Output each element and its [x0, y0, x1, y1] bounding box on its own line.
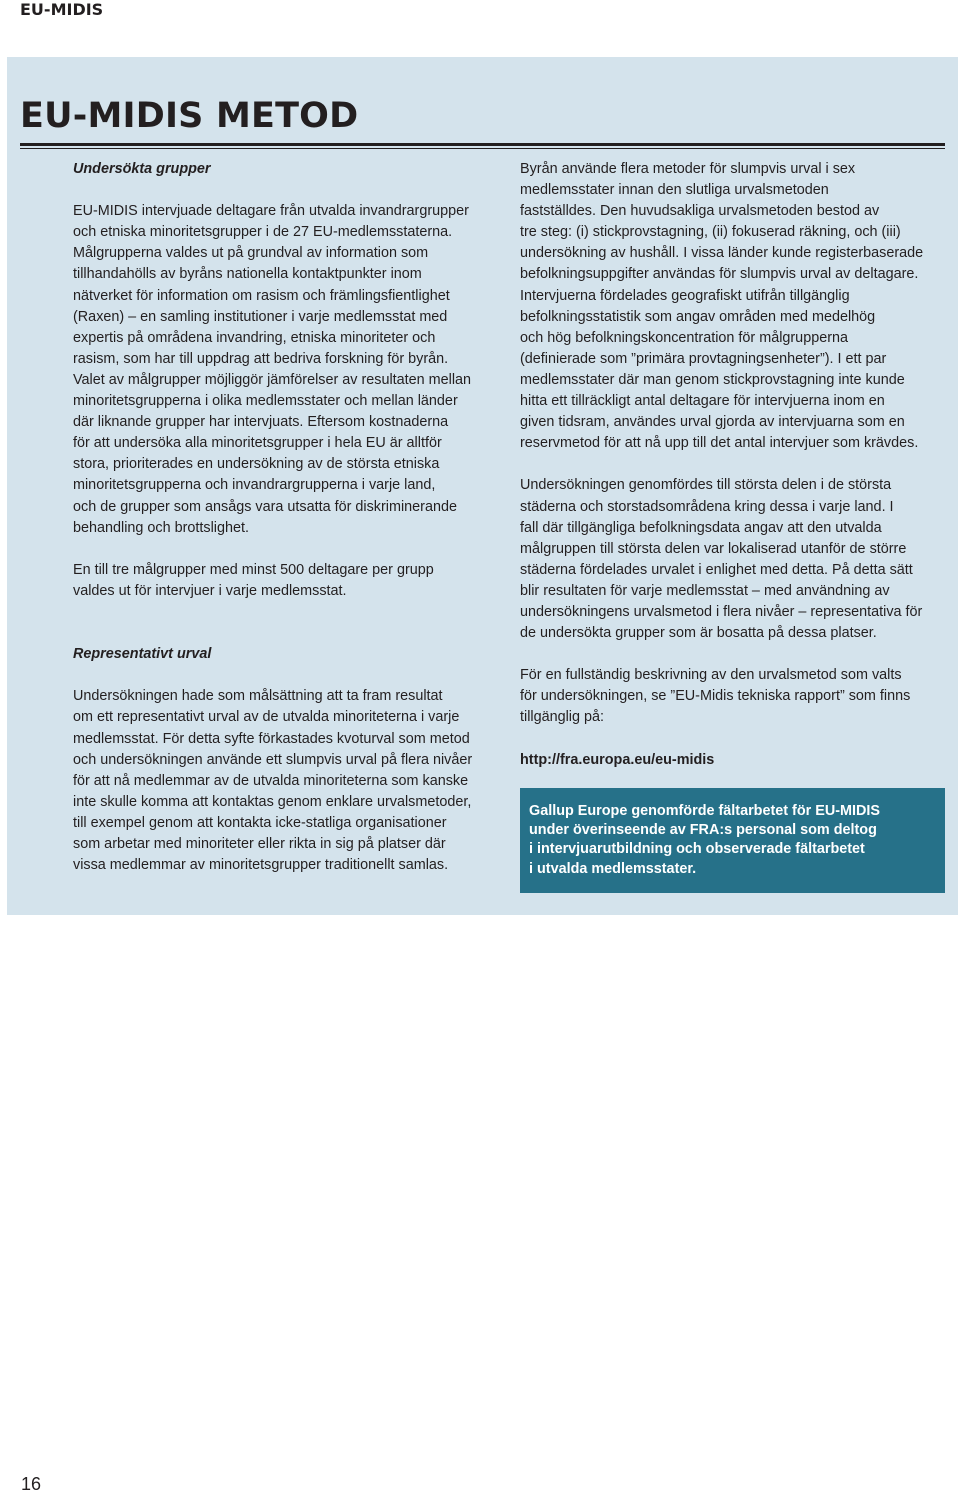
text-line: städerna fördelades urvalet i enlighet med detta. På detta sätt: [520, 561, 913, 578]
text-line: behandling och brottslighet.: [73, 519, 250, 536]
text-line: rasism, som har till uppdrag att bedriva forskning för byrån.: [73, 350, 449, 367]
text-line: undersökningens urvalsmetod i flera nivåer – representativa för: [520, 603, 923, 620]
text-line: och hög befolkningskoncentration för målgrupperna: [520, 329, 848, 346]
text-line: given tidsram, användes urval gjorda av intervjuarna som en: [520, 414, 905, 431]
text-line: undersökning av hushåll. I vissa länder kunde registerbaserade: [520, 245, 924, 262]
text-line: som arbetar med minoriteter eller rikta in sig på platser där: [73, 836, 446, 852]
text-line: Undersökningen genomfördes till största delen i de största: [520, 477, 892, 494]
page-title: EU-MIDIS METOD: [20, 96, 359, 136]
text-line: för att nå medlemmar av de utvalda minoriteterna som kanske: [73, 772, 469, 789]
left-column: [73, 159, 503, 876]
text-line: fastställdes. Den huvudsakliga urvalsmetoden bestod av: [520, 203, 880, 220]
text-line: medlemsstater innan den slutliga urvalsmetoden: [520, 182, 829, 199]
text-line: expertis på områdena invandring, etniska minoriteter och: [73, 329, 436, 346]
page-number: 16: [21, 1474, 42, 1494]
text-line: Målgrupperna valdes ut på grundval av information som: [73, 245, 429, 262]
callout-line: Gallup Europe genomförde fältarbetet för EU-MIDIS: [529, 803, 880, 819]
callout-line: under överinseende av FRA:s personal som deltog: [529, 822, 877, 839]
text-line: Valet av målgrupper möjliggör jämförelser av resultaten mellan: [73, 371, 472, 388]
text-line: (definierade som ”primära provtagningsenheter”). I ett par: [520, 350, 887, 367]
text-line: och etniska minoritetsgrupper i de 27 EU-medlemsstaterna.: [73, 224, 453, 241]
right-column: [520, 159, 950, 771]
text-line: hitta ett tillräckligt antal deltagare för intervjuerna inom en: [520, 393, 885, 410]
callout-line: i intervjuarutbildning och observerade fältarbetet: [529, 841, 865, 858]
text-line: där liknande grupper har intervjuats. Eftersom kostnaderna: [73, 414, 449, 431]
text-line: de undersökta grupper som är bosatta på dessa platser.: [520, 625, 877, 642]
callout-text: [529, 802, 880, 879]
text-line: befolkningsstatistik som angav områden med medelhög: [520, 308, 876, 325]
text-line: blir resultaten för varje medlemsstat – med användning av: [520, 582, 890, 599]
text-line: tre steg: (i) stickprovstagning, (ii) fokuserad räkning, och (iii): [520, 224, 901, 241]
paragraph-target-groups: [73, 560, 503, 602]
text-line: befolkningsuppgifter användas för slumpvis urval av deltagare.: [520, 266, 919, 283]
text-line: minoritetsgrupperna och invandrargrupperna i varje land,: [73, 477, 436, 494]
text-line: Undersökningen hade som målsättning att ta fram resultat: [73, 688, 443, 705]
text-line: Byrån använde flera metoder för slumpvis urval i sex: [520, 161, 856, 177]
running-header: EU-MIDIS: [20, 0, 104, 19]
callout-line: i utvalda medlemsstater.: [529, 860, 697, 877]
text-line: tillgänglig på:: [520, 709, 605, 726]
text-line: fall där tillgängliga befolkningsdata angav att den utvalda: [520, 519, 882, 536]
text-line: inte skulle komma att kontaktas genom enklare urvalsmetoder,: [73, 793, 472, 810]
text-line: för att undersöka alla minoritetsgrupper i hela EU är alltför: [73, 435, 442, 452]
section-heading-groups: Undersökta grupper: [73, 161, 211, 177]
paragraph-groups: [73, 201, 503, 539]
text-line: Intervjuerna fördelades geografiskt utifrån tillgänglig: [520, 287, 850, 304]
text-line: medlemsstat. För detta syfte förkastades kvoturval som metod: [73, 730, 470, 747]
text-line: till exempel genom att kontakta icke-statliga organisationer: [73, 814, 447, 831]
title-rule-thin: [20, 148, 945, 149]
title-rule-thick: [20, 143, 945, 146]
text-line: för undersökningen, se ”EU-Midis tekniska rapport” som finns: [520, 688, 911, 705]
text-line: och de grupper som ansågs vara utsatta för diskriminerande: [73, 498, 457, 515]
text-line: medlemsstater där man genom stickprovstagning inte kunde: [520, 371, 905, 388]
text-line: städerna och storstadsområdena kring dessa i varje land. I: [520, 498, 894, 515]
paragraph-execution: [520, 475, 950, 644]
text-line: stora, prioriterades en undersökning av de största etniska: [73, 456, 440, 473]
paragraph-methods: [520, 159, 950, 454]
text-line: nätverket för information om rasism och främlingsfientlighet: [73, 287, 450, 304]
text-line: För en fullständig beskrivning av den urvalsmetod som valts: [520, 667, 902, 684]
text-line: valdes ut för intervjuer i varje medlemsstat.: [73, 582, 347, 599]
text-line: (Raxen) – en samling institutioner i varje medlemsstat med: [73, 308, 448, 325]
paragraph-sample: [73, 686, 503, 876]
text-line: En till tre målgrupper med minst 500 deltagare per grupp: [73, 561, 434, 578]
text-line: och undersökningen använde ett slumpvis urval på flera nivåer: [73, 751, 473, 768]
section-heading-sample: Representativt urval: [73, 646, 212, 663]
text-line: om ett representativt urval av de utvalda minoriteterna i varje: [73, 709, 460, 726]
text-line: målgruppen till största delen var lokaliserad utanför de större: [520, 540, 907, 557]
text-line: tillhandahölls av byråns nationella kontaktpunkter inom: [73, 266, 422, 283]
callout-box: [520, 788, 945, 893]
paragraph-report-reference: [520, 665, 950, 728]
text-line: reservmetod för att nå upp till det antal intervjuer som krävdes.: [520, 435, 919, 452]
text-line: EU-MIDIS intervjuade deltagare från utvalda invandrargrupper: [73, 203, 469, 220]
text-line: vissa medlemmar av minoritetsgrupper traditionellt samlas.: [73, 857, 449, 874]
report-url-link[interactable]: http://fra.europa.eu/eu-midis: [520, 751, 715, 768]
text-line: minoritetsgrupperna i olika medlemsstater och mellan länder: [73, 393, 458, 410]
